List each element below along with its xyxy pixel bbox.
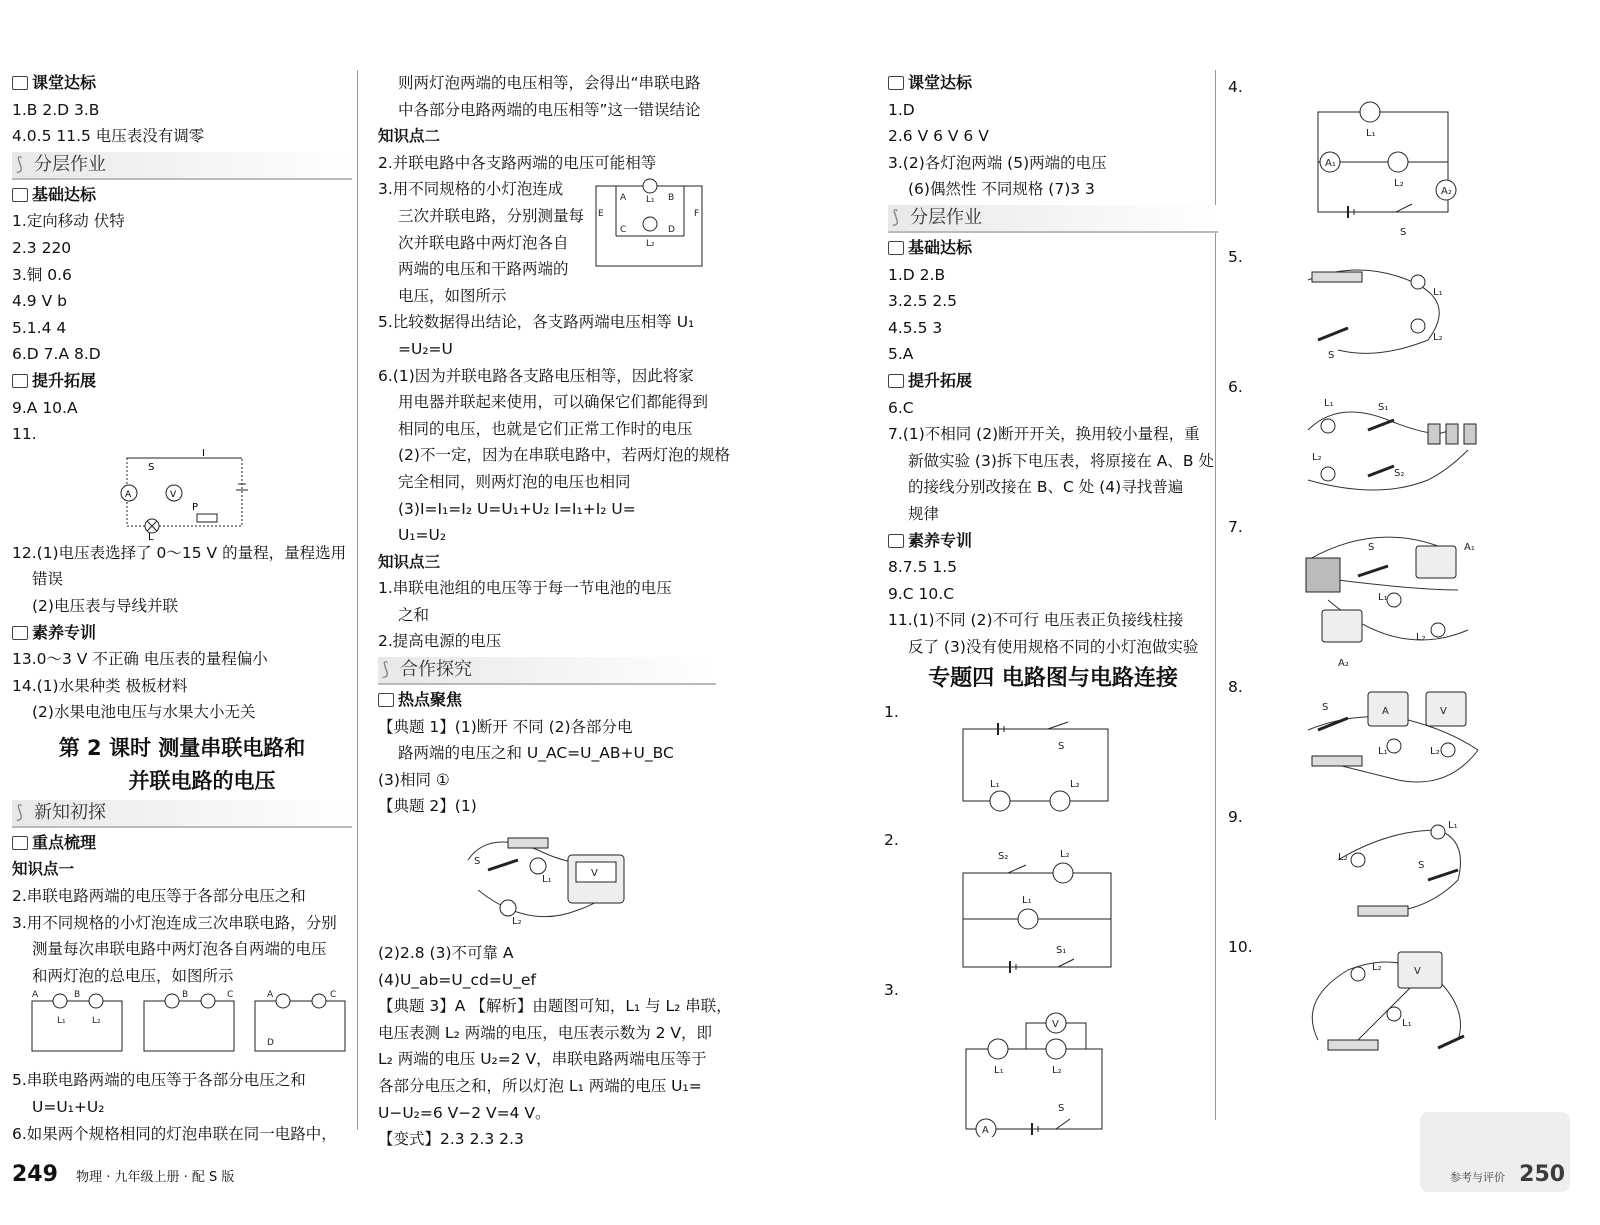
- text-line: 6.如果两个规格相同的灯泡串联在同一电路中，: [12, 1124, 337, 1143]
- text-line: 4.9 V b: [12, 292, 67, 311]
- col1-block-a: [12, 70, 352, 448]
- svg-text:L₁: L₁: [994, 1065, 1004, 1077]
- text-line: 11.(1)不同 (2)不可行 电压表正负接线柱接: [888, 611, 1184, 630]
- lesson-title-line2: 并联电路的电压: [128, 768, 276, 793]
- parallel-circuit-figure: [588, 176, 708, 276]
- text-line: 3.用不同规格的小灯泡连成三次串联电路，分别: [12, 913, 337, 932]
- svg-text:L₁: L₁: [646, 195, 655, 206]
- topic-title: 专题四 电路图与电路连接: [928, 666, 1178, 692]
- section-heading: [12, 182, 352, 209]
- text-line: U−U₂=6 V−2 V=4 V。: [378, 1103, 551, 1122]
- text-line: (4)U_ab=U_cd=U_ef: [378, 970, 536, 989]
- text-line: 完全相同，则两灯泡的电压也相同: [398, 472, 631, 491]
- section-heading-text: 素养专训: [908, 530, 973, 550]
- figure-number-3: 3.: [884, 981, 899, 1000]
- svg-text:S: S: [1400, 227, 1407, 238]
- svg-text:S: S: [1418, 860, 1425, 871]
- book-icon: [888, 374, 904, 388]
- text-line: 三次并联电路，分别测量每: [398, 206, 585, 225]
- column-divider-left: [357, 70, 358, 1130]
- figure-number-1: 1.: [884, 703, 899, 722]
- book-icon: [888, 76, 904, 90]
- svg-text:L₁: L₁: [1402, 1018, 1412, 1029]
- svg-text:S: S: [1058, 1103, 1065, 1115]
- svg-text:E: E: [598, 209, 604, 220]
- svg-text:L₁: L₁: [57, 1016, 66, 1027]
- svg-text:A₂: A₂: [1338, 658, 1349, 669]
- col2-block-b: [378, 176, 588, 309]
- text-line: (2)水果电池电压与水果大小无关: [32, 703, 256, 722]
- text-line: 各部分电压之和，所以灯泡 L₁ 两端的电压 U₁=: [378, 1077, 702, 1095]
- text-line: (2)电压表与导线并联: [32, 596, 178, 615]
- svg-text:L₂: L₂: [1338, 852, 1348, 863]
- svg-text:L: L: [148, 531, 154, 540]
- circuit-figure-11: [12, 448, 352, 540]
- text-line: 8.7.5 1.5: [888, 558, 958, 577]
- text-line: 相同的电压，也就是它们正常工作时的电压: [398, 419, 693, 438]
- text-line: U=U₁+U₂: [32, 1098, 105, 1117]
- column-2: [378, 70, 732, 1153]
- svg-text:L₂: L₂: [92, 1016, 101, 1027]
- figure-number-2: 2.: [884, 831, 899, 850]
- book-icon: [888, 241, 904, 255]
- text-line: 【典题 1】(1)断开 不同 (2)各部分电: [378, 717, 633, 736]
- svg-text:A: A: [32, 990, 39, 1001]
- svg-text:L₁: L₁: [542, 874, 552, 886]
- svg-text:A: A: [982, 1125, 989, 1137]
- section-heading-text: 提升拓展: [908, 370, 973, 390]
- svg-text:A₂: A₂: [1441, 186, 1452, 197]
- svg-text:L₁: L₁: [1366, 128, 1376, 139]
- column-4: [1228, 70, 1588, 1060]
- svg-text:L₁: L₁: [1022, 895, 1032, 907]
- figure-4: [1228, 70, 1588, 240]
- col1-block-c: [12, 800, 352, 990]
- section-band: ⟆ 分层作业: [12, 152, 352, 180]
- svg-text:V: V: [1440, 706, 1447, 717]
- text-line: 电压，如图所示: [398, 286, 507, 305]
- svg-text:A: A: [125, 489, 132, 500]
- text-line: 5.比较数据得出结论，各支路两端电压相等 U₁: [378, 313, 695, 332]
- svg-text:L₂: L₂: [1052, 1065, 1062, 1077]
- section-heading-text: 素养专训: [32, 622, 97, 642]
- text-line: (2)不一定，因为在串联电路中，若两灯泡的规格: [398, 446, 730, 465]
- footer-left: [12, 1162, 234, 1187]
- section-heading: [12, 368, 352, 395]
- svg-text:S₁: S₁: [1378, 402, 1389, 413]
- svg-text:D: D: [668, 225, 675, 236]
- col1-block-d: [12, 1067, 352, 1147]
- text-line: 6.D 7.A 8.D: [12, 345, 101, 364]
- figure-number-6: 6.: [1228, 378, 1243, 396]
- text-line: 2.3 220: [12, 238, 72, 257]
- figure-10: [1228, 930, 1588, 1060]
- section-heading: [888, 70, 1218, 97]
- text-line: 2.提高电源的电压: [378, 632, 502, 651]
- section-heading: [12, 830, 352, 857]
- text-line: 两端的电压和干路两端的: [398, 260, 569, 279]
- text-line: 电压表测 L₂ 两端的电压，电压表示数为 2 V，即: [378, 1023, 713, 1042]
- svg-text:S₂: S₂: [998, 851, 1009, 863]
- svg-text:L₂: L₂: [1372, 962, 1382, 973]
- section-band: ⟆ 分层作业: [888, 205, 1218, 233]
- svg-text:L₁: L₁: [1378, 592, 1388, 603]
- svg-text:L₂: L₂: [1394, 178, 1404, 189]
- svg-text:S: S: [474, 856, 481, 868]
- svg-text:L₁: L₁: [990, 779, 1000, 791]
- svg-text:P: P: [192, 501, 199, 513]
- text-line: 6.(1)因为并联电路各支路电压相等，因此将家: [378, 366, 694, 385]
- text-line: 1.D 2.B: [888, 265, 946, 284]
- figure-number-4: 4.: [1228, 78, 1243, 96]
- col1-block-b: [12, 540, 352, 726]
- text-line: 2.6 V 6 V 6 V: [888, 127, 989, 146]
- svg-text:L₁: L₁: [1324, 398, 1334, 409]
- text-line: 次并联电路中两灯泡各自: [398, 233, 569, 252]
- text-line: 2.并联电路中各支路两端的电压可能相等: [378, 153, 657, 172]
- svg-text:L₂: L₂: [512, 916, 522, 928]
- text-line: 1.定向移动 伏特: [12, 212, 125, 231]
- section-heading: [888, 368, 1218, 395]
- section-heading: [12, 70, 352, 97]
- svg-text:S₁: S₁: [1056, 945, 1067, 957]
- text-line: 错误: [32, 570, 64, 589]
- section-heading-text: 热点聚焦: [398, 690, 463, 710]
- knowledge-point-heading: 知识点一: [12, 860, 75, 879]
- section-heading: [888, 235, 1218, 262]
- col3-block-a: [888, 70, 1218, 660]
- text-line: 5.A: [888, 345, 914, 364]
- text-line: (2)2.8 (3)不可靠 A: [378, 944, 514, 963]
- svg-text:B: B: [182, 990, 189, 1001]
- figure-6: [1228, 370, 1588, 510]
- text-line: =U₂=U: [398, 339, 453, 358]
- svg-text:B: B: [668, 193, 675, 204]
- svg-text:I: I: [202, 447, 205, 459]
- text-line: U₁=U₂: [398, 526, 447, 545]
- text-line: 规律: [908, 504, 940, 523]
- knowledge-point-heading: 知识点三: [378, 552, 441, 571]
- svg-text:V: V: [170, 489, 177, 500]
- svg-text:D: D: [267, 1038, 274, 1049]
- watermark-logo: [1420, 1112, 1570, 1192]
- text-line: (3)I=I₁=I₂ U=U₁+U₂ I=I₁+I₂ U=: [398, 499, 636, 518]
- svg-text:L₂: L₂: [646, 239, 655, 250]
- figure-9: [1228, 800, 1588, 930]
- column-3: [884, 70, 1218, 1137]
- text-line: 9.A 10.A: [12, 398, 78, 417]
- section-band: ⟆ 合作探究: [378, 657, 716, 685]
- svg-text:L₁: L₁: [1433, 287, 1443, 298]
- col2-block-a: [378, 70, 716, 176]
- svg-text:B: B: [74, 990, 81, 1001]
- text-line: 7.(1)不相同 (2)断开开关，换用较小量程，重: [888, 425, 1200, 444]
- figure-number-10: 10.: [1228, 938, 1253, 956]
- lesson-title-line1: 第 2 课时 测量串联电路和: [58, 735, 306, 760]
- section-heading-text: 基础达标: [32, 184, 97, 204]
- svg-text:C: C: [330, 990, 337, 1001]
- svg-text:S: S: [1058, 741, 1065, 753]
- text-line: (6)偶然性 不同规格 (7)3 3: [908, 180, 1095, 199]
- svg-text:S: S: [1368, 542, 1375, 553]
- svg-text:A: A: [267, 990, 274, 1001]
- text-line: 6.C: [888, 398, 914, 417]
- text-line: 1.D: [888, 100, 915, 119]
- book-icon: [12, 626, 28, 640]
- book-icon: [378, 693, 394, 707]
- figure-number-5: 5.: [1228, 248, 1243, 266]
- book-title: 物理 · 九年级上册 · 配 S 版: [76, 1170, 235, 1185]
- text-line: 9.C 10.C: [888, 584, 955, 603]
- figure-5: [1228, 240, 1588, 370]
- svg-text:V: V: [1414, 966, 1421, 977]
- col2-parallel-row: [378, 176, 716, 309]
- topic-figure-1: [884, 699, 1218, 827]
- book-icon: [12, 76, 28, 90]
- text-line: (3)相同 ①: [378, 770, 450, 789]
- svg-text:S₂: S₂: [1394, 468, 1405, 479]
- svg-text:L₁: L₁: [1378, 746, 1388, 757]
- svg-text:L₂: L₂: [1312, 452, 1322, 463]
- svg-text:A: A: [1382, 706, 1389, 717]
- text-line: 11.: [12, 425, 37, 444]
- svg-text:L₂: L₂: [1416, 632, 1426, 643]
- svg-text:L₂: L₂: [1060, 849, 1070, 861]
- text-line: 中各部分电路两端的电压相等”这一错误结论: [398, 100, 701, 119]
- text-line: 5.串联电路两端的电压等于各部分电压之和: [12, 1071, 306, 1090]
- section-heading: [888, 528, 1218, 555]
- section-heading: [378, 687, 716, 714]
- text-line: 反了 (3)没有使用规格不同的小灯泡做实验: [908, 637, 1199, 656]
- figure-7: [1228, 510, 1588, 670]
- topic-figure-2: [884, 827, 1218, 977]
- typical-problem-2-figure: [378, 820, 716, 940]
- col2-block-d: [378, 940, 732, 1153]
- section-heading-text: 提升拓展: [32, 370, 97, 390]
- svg-text:C: C: [227, 990, 234, 1001]
- book-icon: [888, 534, 904, 548]
- svg-text:L₂: L₂: [1070, 779, 1080, 791]
- text-line: 新做实验 (3)拆下电压表，将原接在 A、B 处: [908, 451, 1214, 470]
- section-label: 参考与评价: [1450, 1171, 1505, 1184]
- section-heading-text: 重点梳理: [32, 832, 97, 852]
- text-line: 3.用不同规格的小灯泡连成: [378, 180, 564, 199]
- text-line: 3.2.5 2.5: [888, 292, 958, 311]
- text-line: L₂ 两端的电压 U₂=2 V，串联电路两端电压等于: [378, 1050, 707, 1069]
- svg-text:F: F: [694, 209, 700, 220]
- text-line: 14.(1)水果种类 极板材料: [12, 676, 188, 695]
- svg-text:V: V: [1052, 1019, 1059, 1031]
- topic-figure-3: [884, 977, 1218, 1137]
- svg-text:A₁: A₁: [1464, 542, 1475, 553]
- book-icon: [12, 188, 28, 202]
- svg-text:L₂: L₂: [1430, 746, 1440, 757]
- text-line: 之和: [398, 605, 430, 624]
- column-1: [12, 70, 352, 1147]
- text-line: 4.0.5 11.5 电压表没有调零: [12, 127, 205, 146]
- section-heading-text: 课堂达标: [32, 73, 97, 92]
- svg-text:L₂: L₂: [1433, 332, 1443, 343]
- col2-block-c: [378, 309, 730, 820]
- book-icon: [12, 374, 28, 388]
- text-line: 则两灯泡两端的电压相等，会得出“串联电路: [398, 74, 701, 92]
- svg-text:L₁: L₁: [1448, 820, 1458, 831]
- text-line: 路两端的电压之和 U_AC=U_AB+U_BC: [398, 744, 674, 763]
- svg-text:S: S: [148, 461, 155, 473]
- svg-text:S: S: [1322, 702, 1329, 713]
- text-line: 【典题 2】(1): [378, 797, 477, 816]
- figure-number-7: 7.: [1228, 518, 1243, 536]
- text-line: 【典题 3】A 【解析】由题图可知，L₁ 与 L₂ 串联，: [378, 997, 732, 1016]
- text-line: 测量每次串联电路中两灯泡各自两端的电压: [32, 940, 327, 959]
- text-line: 5.1.4 4: [12, 318, 67, 337]
- section-heading-text: 基础达标: [908, 237, 973, 257]
- text-line: 3.铜 0.6: [12, 265, 72, 284]
- page-number-right: 250: [1519, 1162, 1566, 1187]
- text-line: 12.(1)电压表选择了 0～15 V 的量程，量程选用: [12, 543, 347, 562]
- text-line: 1.B 2.D 3.B: [12, 100, 100, 119]
- series-circuit-figures: [12, 989, 352, 1067]
- text-line: 3.(2)各灯泡两端 (5)两端的电压: [888, 153, 1107, 172]
- page-number-left: 249: [12, 1162, 58, 1187]
- svg-text:C: C: [620, 225, 627, 236]
- svg-text:A₁: A₁: [1325, 158, 1336, 169]
- section-heading-text: 课堂达标: [908, 73, 973, 92]
- text-line: 13.0～3 V 不正确 电压表的量程偏小: [12, 650, 268, 669]
- text-line: 用电器并联起来使用，可以确保它们都能得到: [398, 393, 709, 412]
- text-line: 和两灯泡的总电压，如图所示: [32, 966, 234, 985]
- figure-number-8: 8.: [1228, 678, 1243, 696]
- svg-text:A: A: [620, 193, 627, 204]
- text-line: 4.5.5 3: [888, 318, 943, 337]
- text-line: 【变式】2.3 2.3 2.3: [378, 1130, 524, 1149]
- section-heading: [12, 620, 352, 647]
- book-icon: [12, 836, 28, 850]
- text-line: 1.串联电池组的电压等于每一节电池的电压: [378, 579, 672, 598]
- text-line: 的接线分别改接在 B、C 处 (4)寻找普遍: [908, 478, 1184, 497]
- knowledge-point-heading: 知识点二: [378, 127, 441, 146]
- svg-text:V: V: [591, 868, 598, 880]
- svg-text:S: S: [1328, 350, 1335, 360]
- figure-number-9: 9.: [1228, 808, 1243, 826]
- figure-8: [1228, 670, 1588, 800]
- section-band: ⟆ 新知初探: [12, 800, 352, 828]
- text-line: 2.串联电路两端的电压等于各部分电压之和: [12, 887, 306, 906]
